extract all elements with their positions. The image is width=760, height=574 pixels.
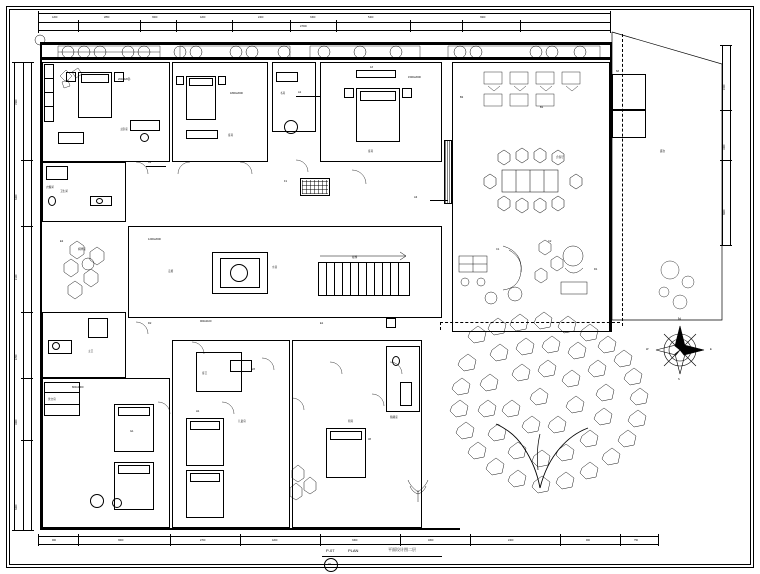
ann-service-right: 6# (616, 70, 619, 73)
label-closet-1: 衣帽间 (46, 186, 54, 189)
leader-note-1: A1 (298, 91, 302, 94)
top-dim-2: 3600 (152, 16, 158, 19)
left-dim-4: 1800 (15, 419, 18, 425)
top-dim-line-inner (38, 22, 610, 23)
bottom-dim-4: 3300 (352, 539, 358, 542)
label-guest-bedroom-2: 客房 (368, 150, 374, 153)
leader-note-12: F1 (284, 180, 288, 183)
right-dim-0: 2400 (723, 84, 726, 90)
ann-guest-2b: 1# (370, 66, 373, 69)
label-bathroom-2: 主卫 (88, 350, 94, 353)
label-guest-bedroom-1: 客房 (228, 134, 234, 137)
compass-north-label: N (678, 316, 681, 321)
ann-guest-1: 1800x2000 (230, 92, 243, 95)
left-dim-1: 3300 (15, 194, 18, 200)
bottom-dim-6: 2400 (508, 539, 514, 542)
label-lounge-left: 棋牌室 (78, 248, 86, 251)
compass-rose-icon (652, 322, 708, 378)
left-dim-line-outer (14, 62, 15, 530)
left-dim-5: 3000 (15, 504, 18, 510)
right-dim-2: 3600 (723, 209, 726, 215)
label-master-bedroom: 主卧室 (120, 128, 128, 131)
bottom-dim-line2 (38, 544, 658, 545)
ann-core-2: 900x2100 (200, 320, 212, 323)
title-underline (322, 556, 442, 557)
bottom-dim-1: 3600 (118, 539, 124, 542)
compass-west-label: W (646, 348, 649, 351)
top-dim-6: 5400 (368, 16, 374, 19)
ann-lower-mid: 2# (252, 368, 255, 371)
label-lower-bed-2: 儿童房 (238, 420, 246, 423)
ann-bed-size: 200x420卧 (118, 78, 131, 81)
left-dim-3: 2700 (15, 354, 18, 360)
leader-note-7: C2 (548, 240, 552, 243)
right-dim-1: 1800 (723, 144, 726, 150)
top-dim-line-third (38, 30, 610, 31)
leader-note-8: D1 (594, 268, 598, 271)
leader-note-5: B2 (460, 96, 464, 99)
drawing-code: P-07 (326, 548, 335, 553)
bottom-dim-7: 900 (586, 539, 590, 542)
label-bathroom-1: 卫生间 (60, 190, 68, 193)
bottom-dim-2: 2700 (200, 539, 206, 542)
top-dim-line-outer (38, 13, 610, 14)
right-dim-line-2 (730, 45, 731, 245)
top-dim-5: 3300 (310, 16, 316, 19)
drawing-tag-number: 02 (328, 563, 331, 566)
leader-note-9: D2 (148, 322, 152, 325)
compass-south-label: S (678, 378, 680, 381)
bottom-dim-3: 4200 (272, 539, 278, 542)
left-dim-line-third (31, 62, 32, 530)
label-lower-left-room: 洗衣房 (48, 398, 56, 401)
left-dim-2: 2100 (15, 274, 18, 280)
drawing-title-en: PLAN (348, 548, 359, 553)
ann-lower-left: 800x2000 (72, 386, 84, 389)
leader-note-4: B1 (540, 106, 544, 109)
bottom-dim-8: 750 (634, 539, 638, 542)
ann-core-1: 1200x2000 (148, 238, 161, 241)
label-terrace: 露台 (660, 150, 666, 153)
leader-note-6: C1 (496, 248, 500, 251)
label-meeting: 会客厅 (556, 156, 564, 159)
compass-east-label: E (710, 348, 712, 351)
drawing-title-cn: 平面设计图二层 (388, 547, 416, 552)
leader-note-10: E1 (320, 322, 324, 325)
top-dim-3: 4200 (200, 16, 206, 19)
top-dim-1: 2850 (104, 16, 110, 19)
drawing-tag-circle (324, 558, 338, 572)
leader-note-2: A2 (148, 161, 152, 164)
ann-guest-2: 1500x2000 (408, 76, 421, 79)
label-stair: 楼梯 (352, 256, 358, 259)
top-dim-7: 3900 (480, 16, 486, 19)
bottom-dim-5: 1800 (428, 539, 434, 542)
label-water-feature: 水景 (272, 266, 278, 269)
bottom-dim-0: 900 (52, 539, 56, 542)
leader-note-11: E2 (60, 240, 64, 243)
leader-note-3: A3 (414, 196, 418, 199)
leader-note-13: G1 (130, 430, 134, 433)
ann-lower-right: 3# (368, 438, 371, 441)
top-dim-4: 2400 (258, 16, 264, 19)
leader-note-14: H1 (196, 410, 200, 413)
bottom-dim-line (38, 536, 658, 537)
label-lower-bath: 客卫 (202, 372, 208, 375)
property-line-dashed (622, 34, 623, 326)
label-study: 书房 (280, 92, 286, 95)
left-dim-line-inner (23, 62, 24, 530)
label-corridor: 走廊 (168, 270, 174, 273)
left-dim-0: 1500 (15, 99, 18, 105)
top-dim-total: 27600 (300, 25, 307, 28)
label-lower-bath-r: 储藏室 (390, 416, 398, 419)
door-swings (40, 42, 620, 532)
top-dim-0: 1200 (52, 16, 58, 19)
label-lower-bed-3: 厨房 (348, 420, 354, 423)
site-boundary-polygon (608, 30, 728, 330)
